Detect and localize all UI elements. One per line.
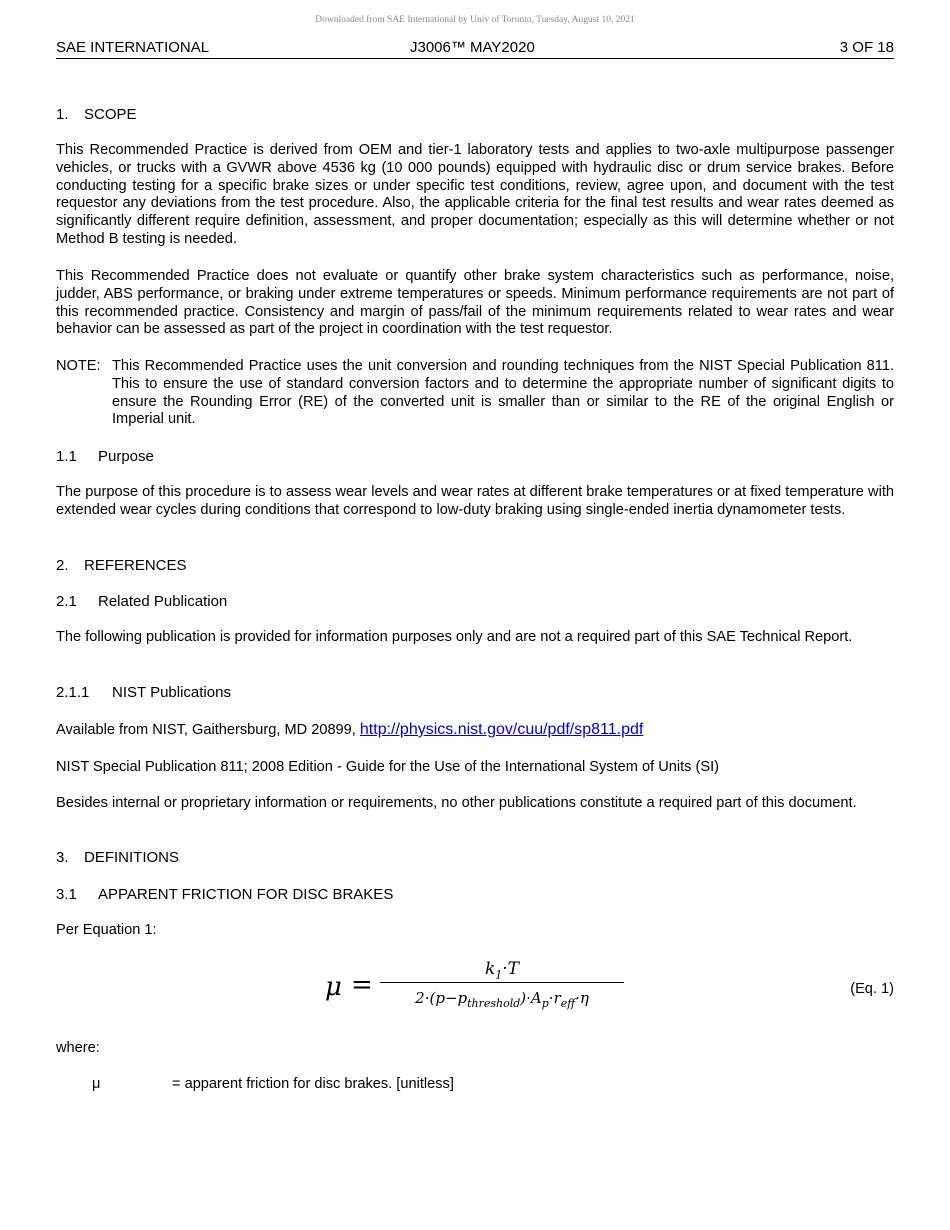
equation-label: (Eq. 1) bbox=[850, 981, 894, 997]
where-text: where: bbox=[56, 1040, 100, 1056]
note-text: This Recommended Practice uses the unit conversion and rounding techniques from the NIST Special Publication 811. This to ensure the use of standard conversion factors and to determine the appropriate number of significant digits to ensure the Rounding Error (RE) of the converted unit is smaller than or similar to the RE of the original English or Imperial unit. bbox=[112, 358, 894, 428]
section-heading-apparent-friction bbox=[56, 886, 393, 903]
section-title: Related Publication bbox=[98, 593, 228, 610]
section-number: 2. bbox=[56, 557, 69, 574]
equation-numerator bbox=[380, 956, 624, 982]
paragraph-purpose: The purpose of this procedure is to assess wear levels and wear rates at different brake temperatures or at fixed temperature with extended wear cycles during conditions that correspond to low-duty braking using single-ended inertia dynamometer tests. bbox=[56, 484, 894, 518]
nist-pdf-link[interactable]: http://physics.nist.gov/cuu/pdf/sp811.pdf bbox=[359, 721, 644, 738]
section-heading-references bbox=[56, 557, 187, 574]
eq-k-sub: 1 bbox=[495, 968, 503, 982]
equation-denominator bbox=[380, 989, 624, 1010]
section-title: REFERENCES bbox=[84, 557, 187, 574]
page-header bbox=[56, 38, 894, 59]
eq-torque: ·T bbox=[502, 959, 520, 979]
eq-den-a: 2·(p−p bbox=[415, 989, 468, 1007]
note-block bbox=[56, 358, 894, 429]
download-watermark: Downloaded from SAE International by Univ of Toronto, Tuesday, August 10, 2021 bbox=[315, 15, 635, 25]
section-title: SCOPE bbox=[84, 106, 137, 123]
section-number: 2.1.1 bbox=[56, 684, 90, 701]
section-number: 2.1 bbox=[56, 593, 77, 610]
definition-symbol: μ bbox=[92, 1076, 101, 1092]
eq-den-b-sub: p bbox=[541, 997, 549, 1010]
equation-fraction-bar bbox=[380, 982, 624, 983]
section-title: NIST Publications bbox=[112, 684, 231, 701]
eq-den-c-sub: eff bbox=[560, 997, 576, 1010]
section-heading-scope bbox=[56, 106, 137, 123]
eq-den-c: ·r bbox=[548, 989, 561, 1007]
eq-den-d: ·η bbox=[575, 989, 589, 1007]
header-doc-id: J3006™ MAY2020 bbox=[410, 39, 535, 56]
equation-equals: = bbox=[351, 970, 373, 1000]
paragraph-besides: Besides internal or proprietary information or requirements, no other publications constitute a required part of this document. bbox=[56, 795, 857, 811]
paragraph-nist-sp811: NIST Special Publication 811; 2008 Edition - Guide for the Use of the International System of Units (SI) bbox=[56, 759, 720, 775]
section-number: 3. bbox=[56, 849, 69, 866]
section-heading-related-publication bbox=[56, 593, 227, 610]
section-heading-definitions bbox=[56, 849, 179, 866]
eq-den-b: )·A bbox=[520, 989, 542, 1007]
section-title: DEFINITIONS bbox=[84, 849, 180, 866]
section-number: 3.1 bbox=[56, 886, 77, 903]
availability-text: Available from NIST, Gaithersburg, MD 20899, bbox=[56, 722, 360, 738]
paragraph-scope-2: This Recommended Practice does not evaluate or quantify other brake system characteristics such as performance, noise, judder, ABS performance, or braking under extreme temperatures or speeds. Minimum performance requirements are not part of this recommended practice. Consistency and margin of pass/fail of the minimum requirements related to wear rates and wear behavior can be assessed as part of the project in coordination with the test requestor. bbox=[56, 268, 894, 338]
header-page-number: 3 OF 18 bbox=[839, 39, 894, 56]
section-number: 1.1 bbox=[56, 448, 77, 465]
section-heading-nist-publications bbox=[56, 684, 231, 701]
section-title: APPARENT FRICTION FOR DISC BRAKES bbox=[98, 886, 394, 903]
note-label: NOTE: bbox=[56, 358, 101, 374]
section-title: Purpose bbox=[98, 448, 154, 465]
paragraph-availability bbox=[56, 721, 894, 740]
paragraph-related-publication: The following publication is provided for information purposes only and are not a required part of this SAE Technical Report. bbox=[56, 629, 853, 645]
section-number: 1. bbox=[56, 106, 69, 123]
paragraph-scope-1: This Recommended Practice is derived from OEM and tier-1 laboratory tests and applies to two-axle multipurpose passenger vehicles, or trucks with a GVWR above 4536 kg (10 000 pounds) equipped with hydraulic disc or drum service brakes. Before conducting testing for a specific brake sizes or under specific test conditions, review, agree upon, and document with the test requestor any deviations from the test procedure. Also, the applicable criteria for the final test results and wear rates deemed as significantly different require definition, assessment, and proper documentation; especially as this will determine whether or not Method B testing is needed. bbox=[56, 142, 894, 247]
equation-lhs: μ bbox=[325, 972, 342, 1002]
header-org: SAE INTERNATIONAL bbox=[56, 39, 210, 56]
equation-fraction bbox=[380, 956, 624, 1010]
section-heading-purpose bbox=[56, 448, 154, 465]
per-equation-text: Per Equation 1: bbox=[56, 922, 157, 938]
definition-text: = apparent friction for disc brakes. [unitless] bbox=[172, 1076, 454, 1092]
eq-k: k bbox=[484, 959, 496, 979]
eq-den-a-sub: threshold bbox=[467, 997, 521, 1010]
